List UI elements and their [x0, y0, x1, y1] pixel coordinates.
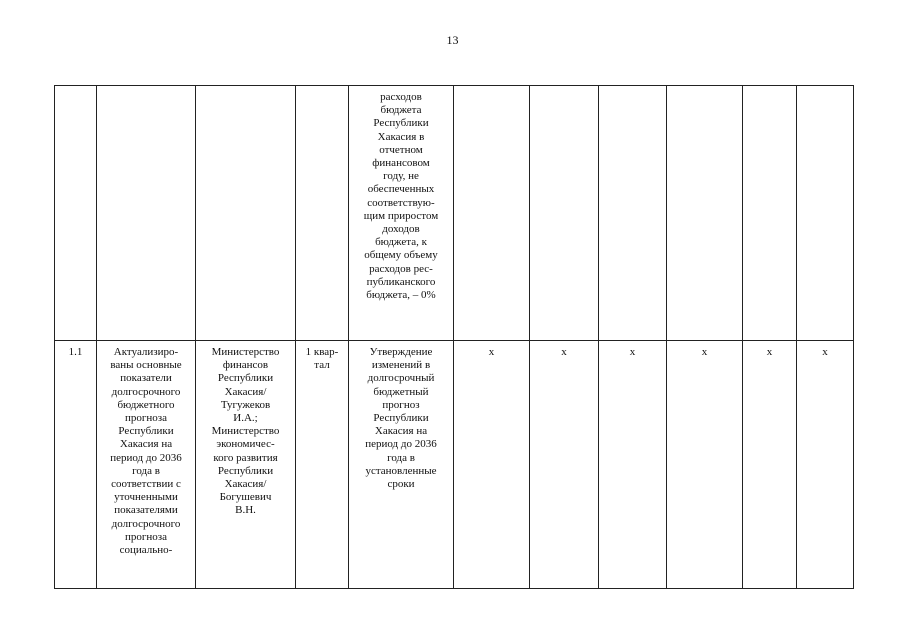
event-cell: Актуализиро- ваны основные показатели долгосрочного бюджетного прогноза Республики Хакасия на период до 2036 года в соответствии с уточненными показателями долгосрочного прогноза социально- [97, 341, 196, 589]
value-cell [667, 86, 743, 341]
plan-table [54, 85, 854, 589]
indicator-cell: Утверждение изменений в долгосрочный бюджетный прогноз Республики Хакасия на период до 2036 года в установленные сроки [349, 341, 454, 589]
value-cell: x [743, 341, 797, 589]
value-cell [530, 86, 599, 341]
value-cell [454, 86, 530, 341]
table-row [55, 341, 854, 589]
row-number-cell [55, 86, 97, 341]
executor-cell: Министерство финансов Республики Хакасия/ Тугужеков И.А.; Министерство экономичес- кого развития Республики Хакасия/ Богушевич В.Н. [196, 341, 296, 589]
event-cell [97, 86, 196, 341]
value-cell: x [797, 341, 854, 589]
value-cell: x [454, 341, 530, 589]
page-number: 13 [446, 33, 459, 47]
value-cell [599, 86, 667, 341]
term-cell [296, 86, 349, 341]
value-cell: x [530, 341, 599, 589]
value-cell [797, 86, 854, 341]
executor-cell [196, 86, 296, 341]
value-cell: x [599, 341, 667, 589]
row-number-cell: 1.1 [55, 341, 97, 589]
indicator-cell: расходов бюджета Республики Хакасия в отчетном финансовом году, не обеспеченных соответствую- щим приростом доходов бюджета, к общему объему расходов рес- публиканского бюджета, – 0% [349, 86, 454, 341]
value-cell [743, 86, 797, 341]
value-cell: x [667, 341, 743, 589]
table-row [55, 86, 854, 341]
term-cell: 1 квар- тал [296, 341, 349, 589]
